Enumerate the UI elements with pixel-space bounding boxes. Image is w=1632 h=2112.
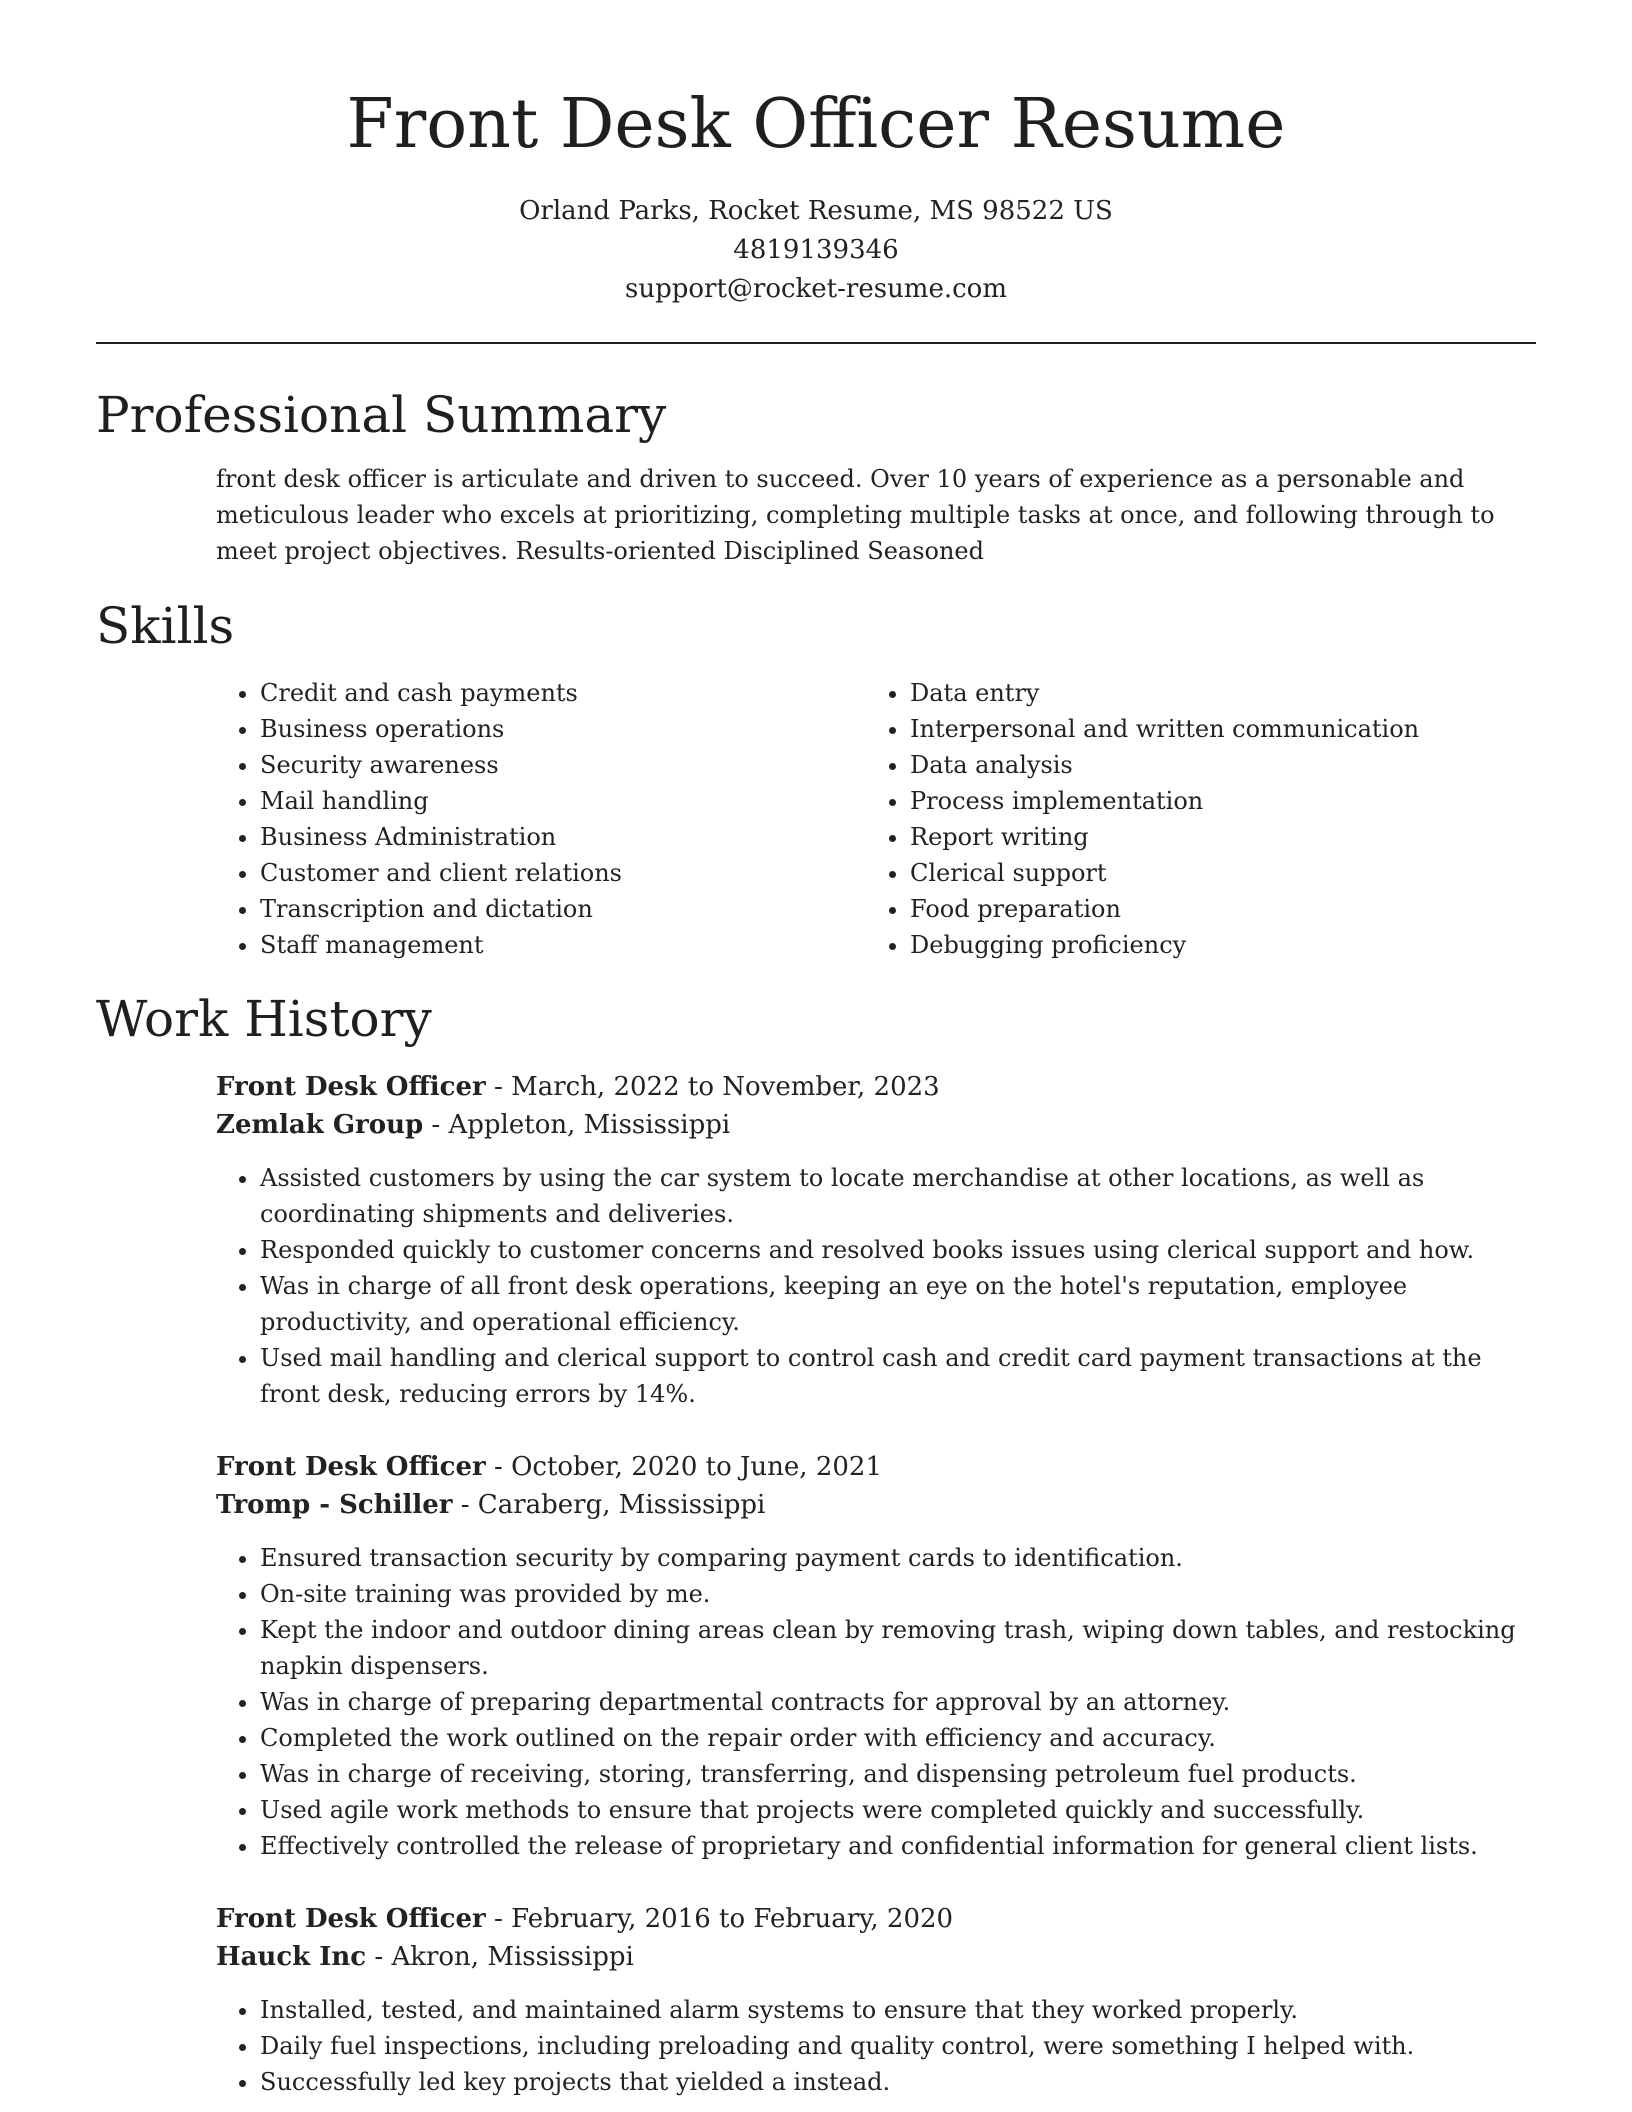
- job-bullets: [216, 1160, 1536, 1412]
- job-company: Zemlak Group: [216, 1110, 424, 1140]
- contact-address: Orland Parks, Rocket Resume, MS 98522 US: [519, 196, 1113, 226]
- job-location: Appleton, Mississippi: [448, 1110, 731, 1140]
- skills-list-left: [216, 675, 860, 963]
- job-entry: [216, 1068, 1536, 1412]
- skills-heading: Skills: [96, 597, 235, 655]
- job-title-line: Front Desk Officer - October, 2020 to June, 2021: [216, 1452, 882, 1482]
- job-bullet: • Responded quickly to customer concerns and resolved books issues using clerical support and how.: [260, 1232, 1536, 1268]
- job-dates: October, 2020 to June, 2021: [511, 1452, 882, 1482]
- skill-item: • Staff management: [260, 927, 860, 963]
- skill-item: • Process implementation: [910, 783, 1580, 819]
- job-bullet: • Installed, tested, and maintained alarm systems to ensure that they worked properly.: [260, 1992, 1536, 2028]
- job-bullets: [216, 1992, 1536, 2100]
- job-bullet: • Successfully led key projects that yielded a instead.: [260, 2064, 1536, 2100]
- job-company: Hauck Inc: [216, 1942, 367, 1972]
- job-dates: March, 2022 to November, 2023: [511, 1072, 940, 1102]
- job-dates: February, 2016 to February, 2020: [511, 1904, 954, 1934]
- job-entry: [216, 1900, 1536, 2100]
- job-role: Front Desk Officer: [216, 1072, 486, 1102]
- job-bullet: • Used mail handling and clerical support to control cash and credit card payment transactions at the front desk, reducing errors by 14%.: [260, 1340, 1536, 1412]
- job-title-line: Front Desk Officer - February, 2016 to February, 2020: [216, 1904, 954, 1934]
- skills-list-right: [866, 675, 1580, 963]
- job-bullet: • Assisted customers by using the car system to locate merchandise at other locations, as well as coordinating shipments and deliveries.: [260, 1160, 1536, 1232]
- work-history-heading: Work History: [96, 990, 432, 1048]
- job-company: Tromp - Schiller: [216, 1490, 453, 1520]
- resume-title: Front Desk Officer Resume: [346, 85, 1286, 164]
- job-bullet: • On-site training was provided by me.: [260, 1576, 1536, 1612]
- job-company-line: Tromp - Schiller - Caraberg, Mississippi: [216, 1490, 766, 1520]
- job-company-line: Zemlak Group - Appleton, Mississippi: [216, 1110, 731, 1140]
- job-bullet: • Completed the work outlined on the repair order with efficiency and accuracy.: [260, 1720, 1536, 1756]
- job-location: Caraberg, Mississippi: [477, 1490, 766, 1520]
- job-entry: [216, 1448, 1536, 1864]
- skill-item: • Interpersonal and written communication: [910, 711, 1580, 747]
- header-divider: [96, 342, 1536, 344]
- skill-item: • Business Administration: [260, 819, 860, 855]
- job-bullet: • Was in charge of receiving, storing, transferring, and dispensing petroleum fuel products.: [260, 1756, 1536, 1792]
- job-title-line: Front Desk Officer - March, 2022 to November, 2023: [216, 1072, 940, 1102]
- summary-text: front desk officer is articulate and driven to succeed. Over 10 years of experience as a personable and meticulous leader who excels at prioritizing, completing multiple tasks at once, and following through to meet project objectives. Results-oriented Disciplined Seasoned: [216, 465, 1495, 565]
- skill-item: • Debugging proficiency: [910, 927, 1580, 963]
- job-company-line: Hauck Inc - Akron, Mississippi: [216, 1942, 634, 1972]
- job-location: Akron, Mississippi: [391, 1942, 634, 1972]
- job-bullet: • Was in charge of all front desk operations, keeping an eye on the hotel's reputation, employee productivity, and operational efficiency.: [260, 1268, 1536, 1340]
- job-bullet: • Was in charge of preparing departmental contracts for approval by an attorney.: [260, 1684, 1536, 1720]
- skill-item: • Data analysis: [910, 747, 1580, 783]
- skill-item: • Food preparation: [910, 891, 1580, 927]
- skill-item: • Security awareness: [260, 747, 860, 783]
- skill-item: • Credit and cash payments: [260, 675, 860, 711]
- job-bullet: • Used agile work methods to ensure that projects were completed quickly and successfully.: [260, 1792, 1536, 1828]
- skill-item: • Clerical support: [910, 855, 1580, 891]
- skill-item: • Mail handling: [260, 783, 860, 819]
- contact-email: support@rocket-resume.com: [624, 274, 1007, 304]
- job-role: Front Desk Officer: [216, 1452, 486, 1482]
- skill-item: • Report writing: [910, 819, 1580, 855]
- contact-block: [0, 192, 1632, 309]
- job-bullet: • Daily fuel inspections, including preloading and quality control, were something I helped with.: [260, 2028, 1536, 2064]
- skill-item: • Data entry: [910, 675, 1580, 711]
- skill-item: • Transcription and dictation: [260, 891, 860, 927]
- job-bullet: • Kept the indoor and outdoor dining areas clean by removing trash, wiping down tables, and restocking napkin dispensers.: [260, 1612, 1536, 1684]
- skill-item: • Customer and client relations: [260, 855, 860, 891]
- job-role: Front Desk Officer: [216, 1904, 486, 1934]
- job-bullet: • Ensured transaction security by comparing payment cards to identification.: [260, 1540, 1536, 1576]
- job-bullet: • Effectively controlled the release of proprietary and confidential information for general client lists.: [260, 1828, 1536, 1864]
- summary-heading: Professional Summary: [96, 386, 667, 444]
- job-bullets: [216, 1540, 1536, 1864]
- contact-phone: 4819139346: [733, 235, 899, 265]
- skill-item: • Business operations: [260, 711, 860, 747]
